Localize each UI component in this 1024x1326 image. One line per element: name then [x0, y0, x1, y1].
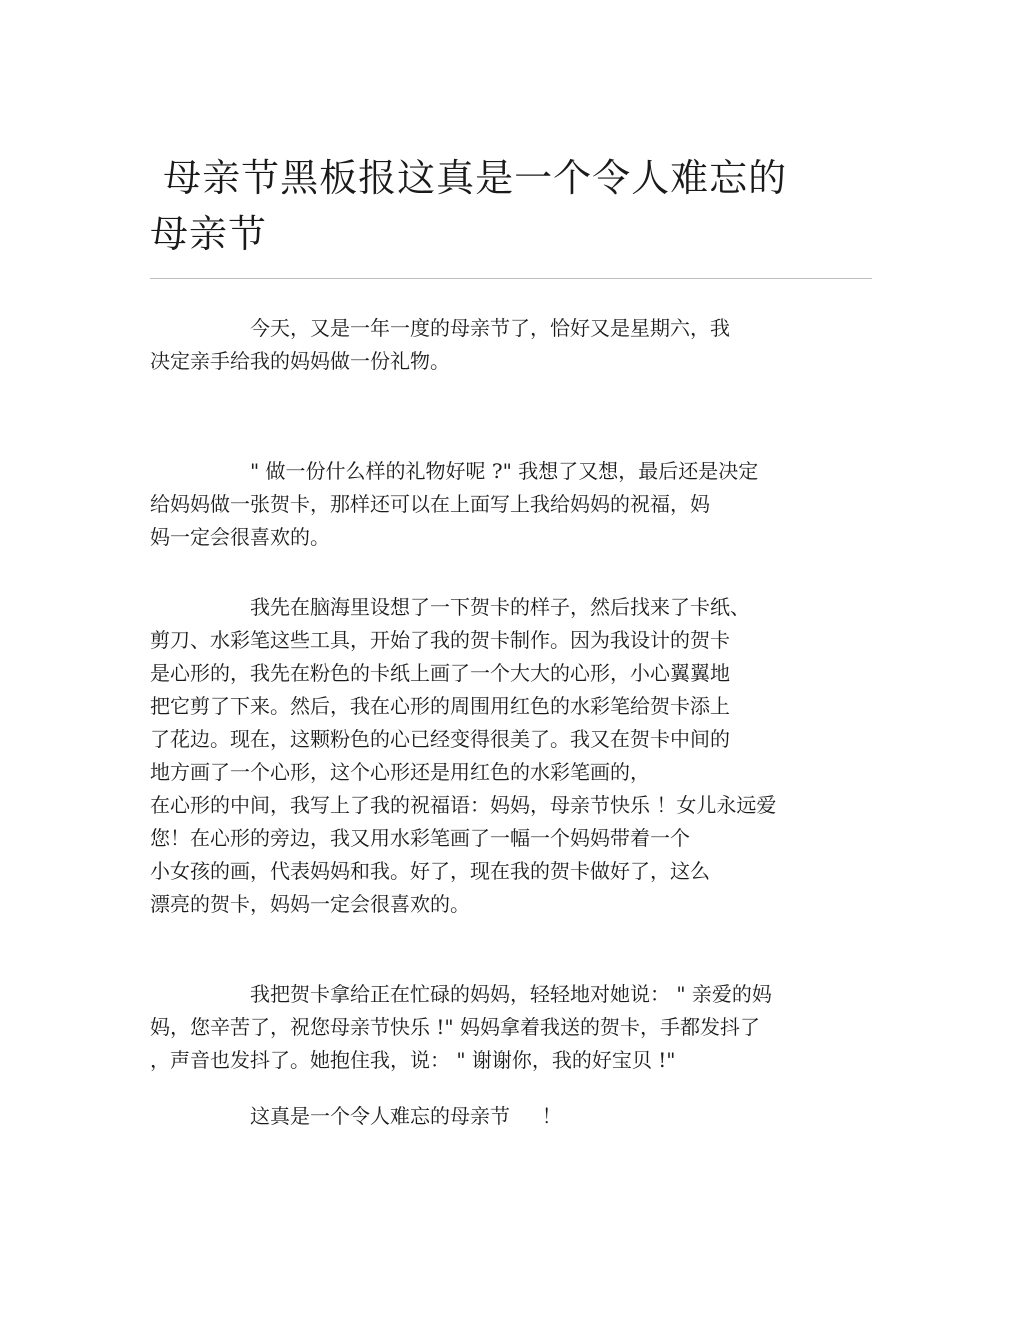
paragraph-line: 是心形的，我先在粉色的卡纸上画了一个大大的心形，小心翼翼地	[150, 661, 730, 685]
paragraph-line: 漂亮的贺卡，妈妈一定会很喜欢的。	[150, 892, 470, 916]
paragraph-line: 我把贺卡拿给正在忙碌的妈妈，轻轻地对她说： " 亲爱的妈	[250, 982, 772, 1006]
paragraph-line: ，声音也发抖了。她抱住我，说： " 谢谢你，我的好宝贝 !"	[150, 1048, 676, 1072]
title-divider	[150, 278, 872, 279]
title-line: 母亲节	[150, 212, 268, 256]
paragraph-line: 把它剪了下来。然后，我在心形的周围用红色的水彩笔给贺卡添上	[150, 694, 730, 718]
paragraph-line: 我先在脑海里设想了一下贺卡的样子，然后找来了卡纸、	[250, 595, 750, 619]
paragraph-line: 决定亲手给我的妈妈做一份礼物。	[150, 349, 450, 373]
document-title	[150, 150, 850, 262]
paragraph-line: 今天，又是一年一度的母亲节了，恰好又是星期六，我	[250, 316, 730, 340]
paragraph-line: 给妈妈做一张贺卡，那样还可以在上面写上我给妈妈的祝福，妈	[150, 492, 710, 516]
paragraph-line: 妈，您辛苦了，祝您母亲节快乐 !" 妈妈拿着我送的贺卡，手都发抖了	[150, 1015, 760, 1039]
paragraph-line: 剪刀、水彩笔这些工具，开始了我的贺卡制作。因为我设计的贺卡	[150, 628, 730, 652]
paragraph-line: 您！在心形的旁边，我又用水彩笔画了一幅一个妈妈带着一个	[150, 826, 690, 850]
paragraph-line: 这真是一个令人难忘的母亲节 ！	[250, 1104, 562, 1128]
paragraph-1	[150, 312, 860, 378]
paragraph-line: 妈一定会很喜欢的。	[150, 525, 330, 549]
paragraph-3	[150, 591, 860, 921]
paragraph-line: 在心形的中间，我写上了我的祝福语：妈妈，母亲节快乐 ！女儿永远爱	[150, 793, 777, 817]
paragraph-5	[150, 1100, 860, 1133]
title-line: 母亲节黑板报这真是一个令人难忘的	[150, 156, 788, 200]
paragraph-line: 小女孩的画，代表妈妈和我。好了，现在我的贺卡做好了，这么	[150, 859, 710, 883]
paragraph-line: " 做一份什么样的礼物好呢 ?" 我想了又想，最后还是决定	[250, 459, 759, 483]
paragraph-4	[150, 978, 860, 1077]
paragraph-line: 了花边。现在，这颗粉色的心已经变得很美了。我又在贺卡中间的	[150, 727, 730, 751]
paragraph-2	[150, 455, 860, 554]
paragraph-line: 地方画了一个心形，这个心形还是用红色的水彩笔画的，	[150, 760, 650, 784]
